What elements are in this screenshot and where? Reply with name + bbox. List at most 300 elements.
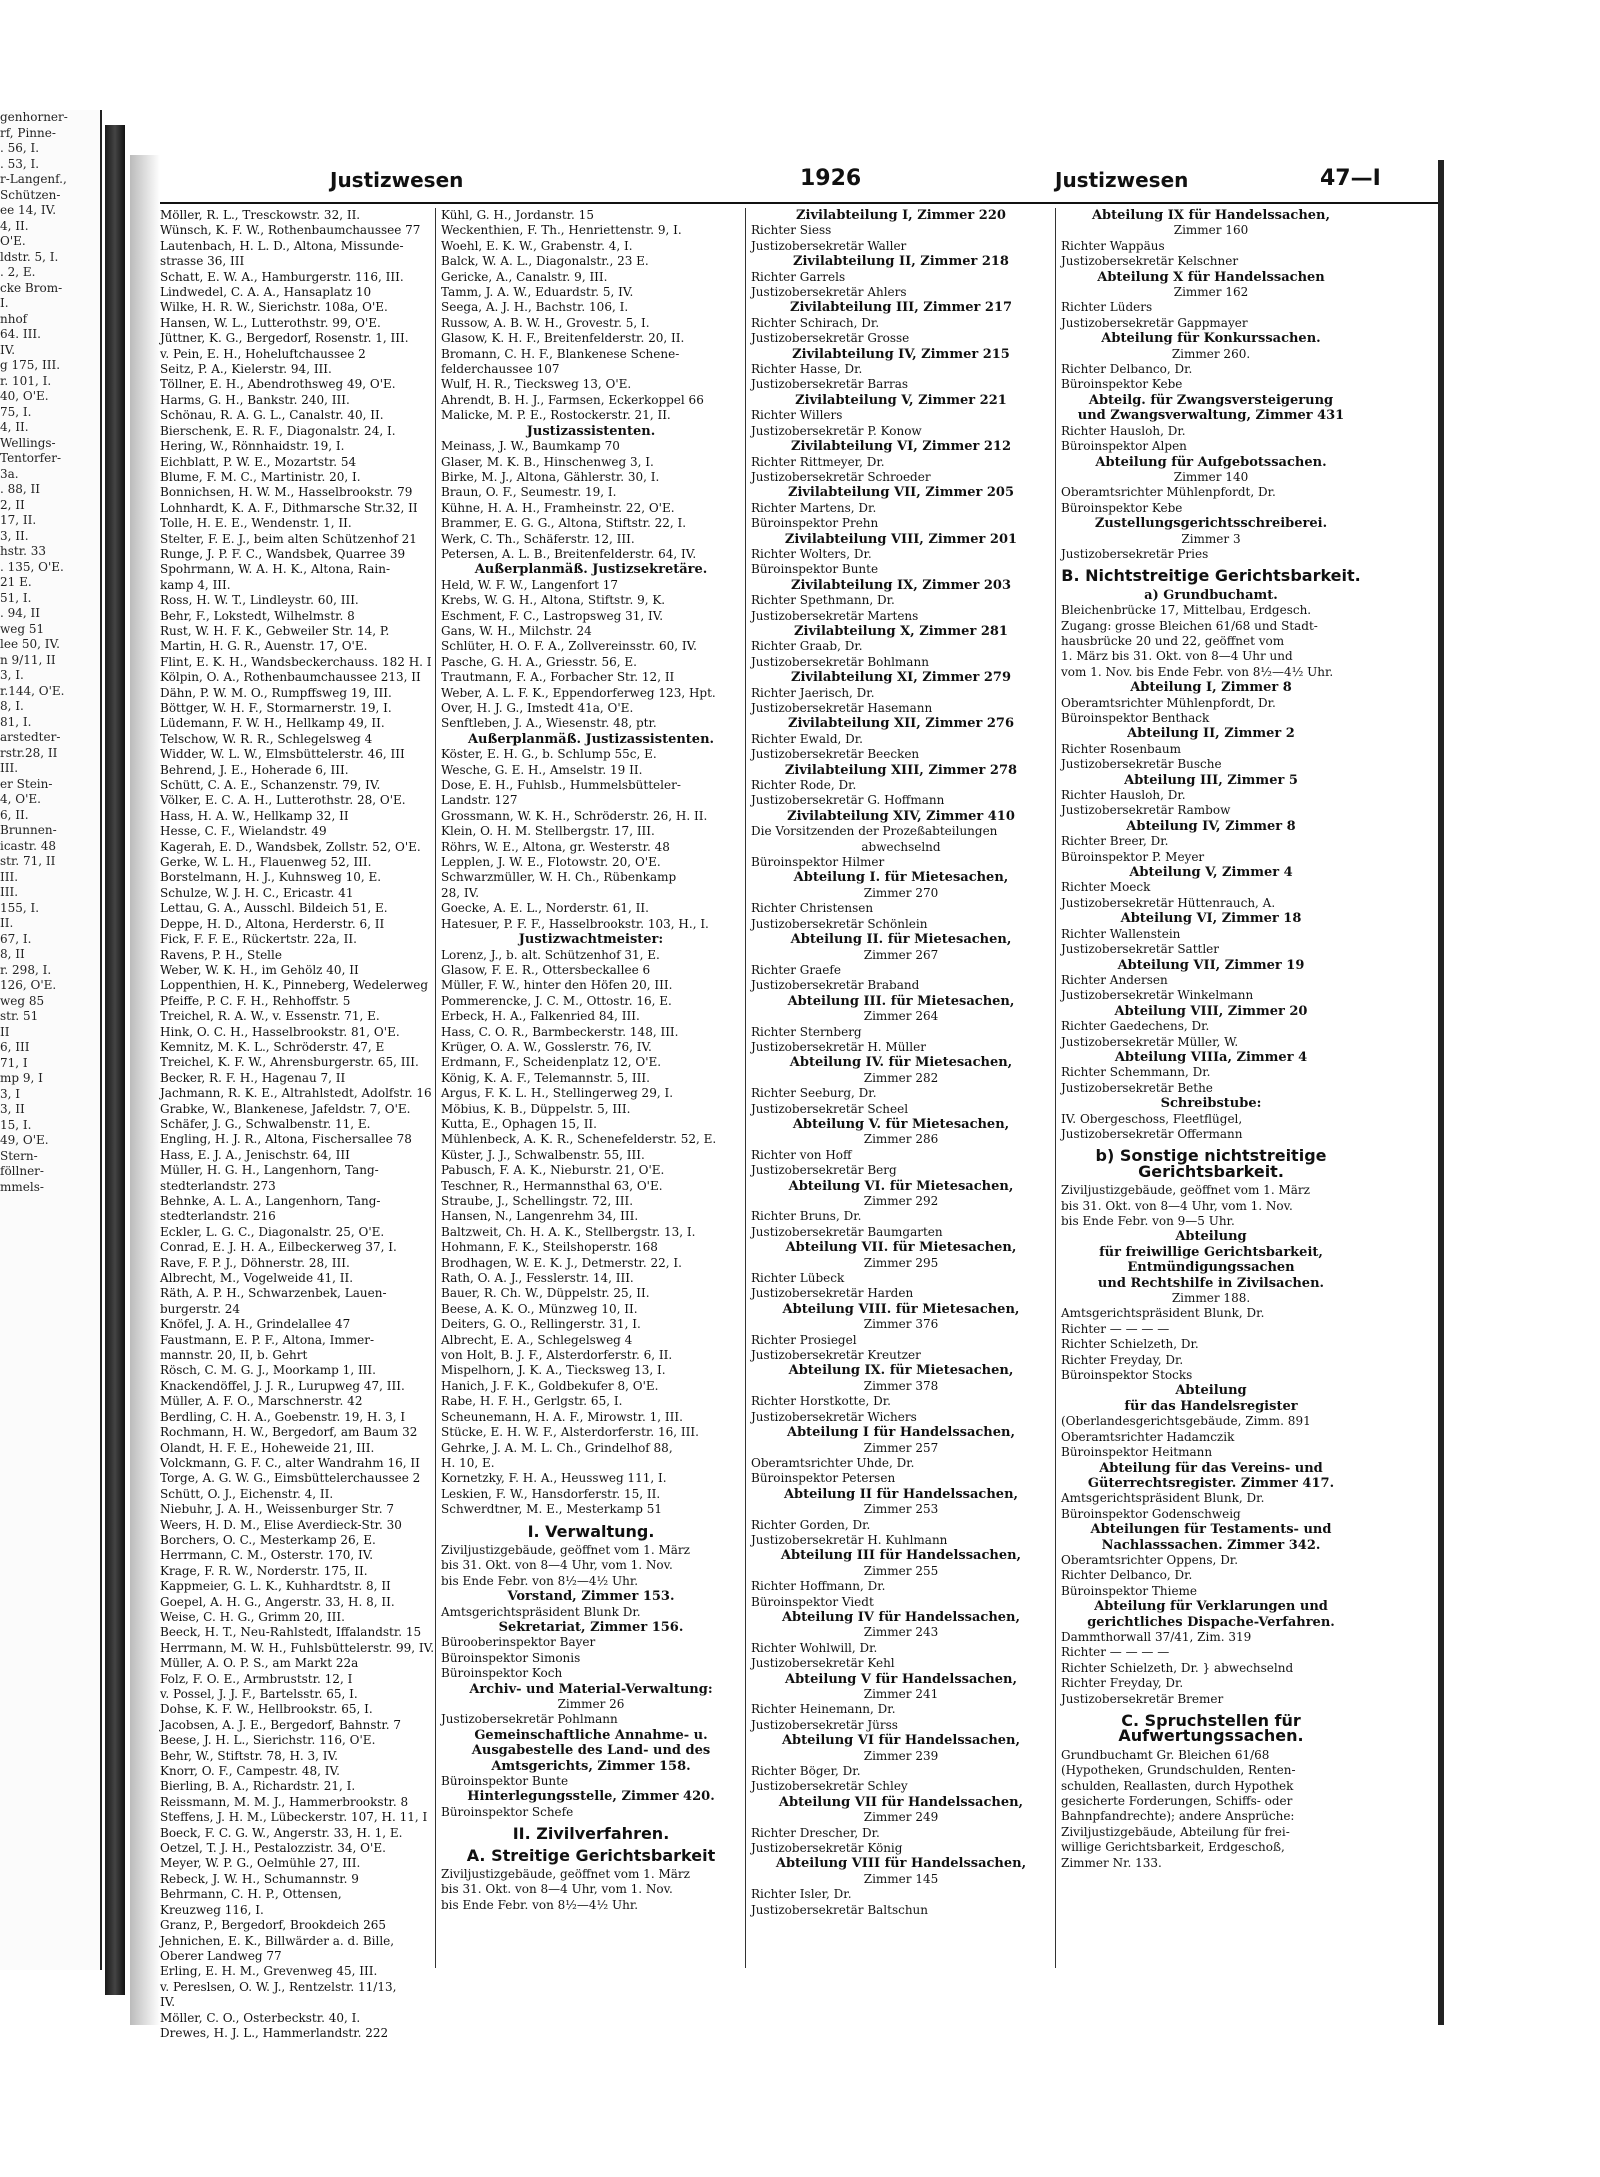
gutter-fragment: 75, I. (0, 404, 32, 419)
directory-entry: Pabusch, F. A. K., Nieburstr. 21, O'E. (441, 1163, 665, 1178)
directory-entry: Amtsgerichtspräsident Blunk, Dr. (1061, 1491, 1265, 1506)
directory-entry: Justizobersekretär H. Kuhlmann (751, 1532, 948, 1547)
gutter-fragment: . 2, E. (0, 265, 36, 279)
directory-entry: Hink, O. C. H., Hasselbrookstr. 81, O'E. (160, 1024, 400, 1039)
gutter-fragment: n 9/11, II (0, 652, 56, 667)
directory-entry: Teschner, R., Hermannsthal 63, O'E. (441, 1178, 663, 1193)
directory-entry: Held, W. F. W., Langenfort 17 (441, 577, 619, 592)
directory-entry: Justizobersekretär Winkelmann (1061, 988, 1254, 1003)
section-heading: Justizassistenten. (526, 423, 656, 439)
section-heading: Abteilung III für Handelssachen, (780, 1548, 1022, 1564)
directory-entry: Erdmann, F., Scheidenplatz 12, O'E. (441, 1055, 662, 1070)
room-note: Zimmer 145 (863, 1871, 939, 1886)
section-heading: Abteilung I, Zimmer 8 (1130, 680, 1292, 696)
directory-entry: Justizobersekretär Kreutzer (751, 1348, 921, 1363)
room-note: Zimmer 162 (1173, 285, 1249, 300)
section-heading: Zivilabteilung IX, Zimmer 203 (791, 577, 1011, 593)
directory-entry: Richter Seeburg, Dr. (751, 1086, 877, 1101)
directory-entry: Trautmann, F. A., Forbacher Str. 12, II (441, 670, 675, 685)
directory-entry: Richter Rittmeyer, Dr. (751, 454, 885, 469)
directory-entry: Justizobersekretär Pries (1061, 546, 1209, 561)
column-4 (1055, 208, 1361, 1968)
section-heading: Abteilung V. für Mietesachen, (792, 1116, 1010, 1132)
directory-entry: IV. (160, 1995, 176, 2010)
section-heading: Zivilabteilung VII, Zimmer 205 (787, 485, 1015, 501)
room-note: Zimmer 378 (863, 1378, 939, 1393)
directory-entry: IV. Obergeschoss, Fleetflügel, (1061, 1111, 1243, 1126)
gutter-fragment: 67, I. (0, 931, 32, 946)
directory-entry: Kühne, H. A. H., Framheinstr. 22, O'E. (441, 500, 675, 515)
directory-entry: Justizobersekretär Waller (751, 238, 907, 253)
page-number: 47—I (1320, 166, 1381, 191)
directory-entry: Borchers, O. C., Mesterkamp 26, E. (160, 1532, 376, 1547)
directory-entry: Berdling, C. H. A., Goebenstr. 19, H. 3, I (160, 1409, 406, 1424)
directory-entry: Bonnichsen, H. W. M., Hasselbrookstr. 79 (160, 485, 413, 500)
room-note: Zimmer 255 (863, 1563, 939, 1578)
directory-entry: Justizobersekretär Rambow (1061, 803, 1231, 818)
directory-entry: Büroinspektor Kebe (1061, 377, 1183, 392)
gutter-fragment: Schützen- (0, 187, 61, 202)
directory-entry: Ziviljustizgebäude, geöffnet vom 1. März (441, 1542, 690, 1557)
directory-entry: Büroinspektor Simonis (441, 1650, 581, 1665)
directory-entry: Faustmann, E. P. F., Altona, Immer- (160, 1332, 375, 1347)
gutter-fragment: 3a. (0, 466, 19, 481)
directory-entry: Widder, W. L. W., Elmsbüttelerstr. 46, III (160, 747, 405, 762)
section-heading: Abteilung für Verklarungen und (1094, 1599, 1328, 1615)
directory-entry: Pommerencke, J. C. M., Ottostr. 16, E. (441, 993, 672, 1008)
directory-entry: Petersen, A. L. B., Breitenfelderstr. 64, IV. (441, 546, 697, 561)
directory-entry: Senftleben, J. A., Wiesenstr. 48, ptr. (441, 716, 657, 731)
directory-entry: Fick, F. F. E., Rückertstr. 22a, II. (160, 932, 357, 947)
section-heading: I. Verwaltung. (527, 1521, 655, 1541)
directory-entry: Lohnhardt, K. A. F., Dithmarsche Str.32, II (160, 500, 418, 515)
directory-entry: kamp 4, III. (160, 577, 231, 592)
directory-entry: Werk, C. Th., Schäferstr. 12, III. (441, 531, 635, 546)
directory-entry: strasse 36, III (160, 254, 245, 269)
directory-entry: Dammthorwall 37/41, Zim. 319 (1061, 1629, 1252, 1644)
directory-entry: von Holt, B. J. F., Alsterdorferstr. 6, II. (441, 1348, 673, 1363)
directory-entry: Schlüter, H. O. F. A., Zollvereinsstr. 60, IV. (441, 639, 697, 654)
gutter-fragment: r.144, O'E. (0, 683, 65, 698)
section-heading: Abteilung VII, Zimmer 19 (1117, 957, 1305, 973)
room-note: Zimmer 249 (863, 1810, 939, 1825)
directory-entry: Richter Böger, Dr. (751, 1764, 861, 1779)
directory-entry: Richter — — — — (1061, 1645, 1170, 1660)
directory-entry: Stelter, F. E. J., beim alten Schützenhof 21 (160, 531, 417, 546)
directory-entry: Richter Delbanco, Dr. (1061, 1568, 1193, 1583)
section-heading: Abteilung I. für Mietesachen, (793, 870, 1009, 886)
section-heading: Zivilabteilung VI, Zimmer 212 (791, 439, 1011, 455)
directory-entry: Justizobersekretär Braband (751, 978, 920, 993)
directory-entry: Hansen, N., Langenrehm 34, III. (441, 1209, 639, 1224)
gutter-fragment: rf, Pinne- (0, 125, 56, 140)
directory-entry: Müller, A. O. P. S., am Markt 22a (160, 1656, 359, 1671)
directory-entry: Olandt, H. F. E., Hoheweide 21, III. (160, 1440, 375, 1455)
directory-entry: Conrad, E. J. H. A., Eilbeckerweg 37, I. (160, 1240, 397, 1255)
directory-entry: Richter Hausloh, Dr. (1061, 788, 1186, 803)
directory-entry: Völker, E. C. A. H., Lutterothstr. 28, O'E. (160, 793, 406, 808)
section-heading: Abteilung I für Handelssachen, (786, 1425, 1015, 1441)
section-heading: Abteilung X für Handelssachen (1097, 269, 1325, 285)
directory-entry: Bauer, R. Ch. W., Düppelstr. 25, II. (441, 1286, 650, 1301)
directory-entry: Treichel, R. A. W., v. Essenstr. 71, E. (160, 1009, 380, 1024)
gutter-fragment: ee 14, IV. (0, 203, 57, 217)
directory-entry: Lautenbach, H. L. D., Altona, Missunde- (160, 238, 404, 253)
directory-entry: Erbeck, H. A., Falkenried 84, III. (441, 1009, 640, 1024)
room-note: Zimmer 282 (863, 1070, 939, 1085)
section-heading: Abteilung II. für Mietesachen, (790, 932, 1012, 948)
directory-entry: Oberamtsrichter Uhde, Dr. (751, 1455, 915, 1470)
directory-entry: Russow, A. B. W. H., Grovestr. 5, I. (441, 315, 650, 330)
directory-entry: Hansen, W. L., Lutterothstr. 99, O'E. (160, 315, 381, 330)
room-note: Zimmer 286 (863, 1132, 939, 1147)
directory-entry: Justizobersekretär Baltschun (751, 1902, 929, 1917)
directory-entry: Boeck, F. C. G. W., Angerstr. 33, H. 1, E. (160, 1825, 403, 1840)
directory-entry: Justizobersekretär Schley (751, 1779, 908, 1794)
gutter-fragment: 3, II. (0, 528, 29, 543)
section-heading: Abteilung für Aufgebotssachen. (1095, 454, 1327, 470)
gutter-fragment: 8, II (0, 947, 25, 961)
directory-entry: Justizobersekretär Berg (751, 1163, 897, 1178)
room-note: Zimmer 264 (863, 1009, 939, 1024)
directory-entry: Hatesuer, P. F. F., Hasselbrookstr. 103, H., I. (441, 916, 709, 931)
directory-entry: Lepplen, J. W. E., Flotowstr. 20, O'E. (441, 855, 661, 870)
room-note: Zimmer 239 (863, 1748, 939, 1763)
section-heading: Abteilung VIIIa, Zimmer 4 (1114, 1049, 1308, 1065)
column-3 (745, 208, 1051, 1968)
gutter-fragment: 155, I. (0, 900, 40, 915)
gutter-fragment: 8, I. (0, 699, 24, 713)
directory-entry: Richter Schirach, Dr. (751, 315, 880, 330)
directory-entry: Oberamtsrichter Hadamczik (1061, 1429, 1235, 1444)
directory-entry: Richter Drescher, Dr. (751, 1825, 880, 1840)
directory-entry: Wesche, G. E. H., Amselstr. 19 II. (441, 762, 643, 777)
directory-entry: Justizobersekretär Kehl (751, 1656, 895, 1671)
directory-entry: Behr, W., Stiftstr. 78, H. 3, IV. (160, 1748, 338, 1763)
directory-entry: Krebs, W. G. H., Altona, Stiftstr. 9, K. (441, 593, 666, 608)
directory-entry: Richter Lübeck (751, 1271, 845, 1286)
directory-entry: Herrmann, C. M., Osterstr. 170, IV. (160, 1548, 374, 1563)
gutter-fragment: Brunnen- (0, 823, 57, 837)
directory-entry: Seitz, P. A., Kielerstr. 94, III. (160, 362, 332, 377)
directory-entry: Wulf, H. R., Tiecksweg 13, O'E. (441, 377, 632, 392)
gutter-fragment: g 175, III. (0, 358, 61, 372)
directory-entry: Justizobersekretär P. Konow (751, 423, 922, 438)
section-heading: Abteilung (1175, 1229, 1247, 1245)
gutter-fragment: nhof (0, 311, 28, 326)
gutter-fragment: arstedter- (0, 730, 61, 744)
directory-entry: Dähn, P. W. M. O., Rumpffsweg 19, III. (160, 685, 392, 700)
section-heading: Vorstand, Zimmer 153. (507, 1589, 675, 1605)
gutter-fragment: . 94, II (0, 606, 41, 620)
directory-entry: Meyer, W. P. G., Oelmühle 27, III. (160, 1856, 361, 1871)
gutter-fragment: 40, O'E. (0, 389, 49, 403)
directory-entry: Knöfel, J. A. H., Grindelallee 47 (160, 1317, 351, 1332)
directory-entry: Amtsgerichtspräsident Blunk, Dr. (1061, 1306, 1265, 1321)
directory-entry: Richter Lüders (1061, 300, 1153, 315)
directory-entry: Büroinspektor Thieme (1061, 1583, 1198, 1598)
directory-entry: Drewes, H. J. L., Hammerlandstr. 222 (160, 2025, 389, 2040)
directory-entry: Tolle, H. E. E., Wendenstr. 1, II. (160, 516, 352, 531)
directory-entry: Telschow, W. R. R., Schlegelsweg 4 (160, 731, 373, 746)
directory-entry: Justizobersekretär Busche (1061, 757, 1222, 772)
directory-entry: Gericke, A., Canalstr. 9, III. (441, 269, 608, 284)
directory-entry: Birke, M. J., Altona, Gählerstr. 30, I. (441, 469, 660, 484)
column-2 (435, 208, 741, 1968)
directory-entry: Eichblatt, P. W. E., Mozartstr. 54 (160, 454, 357, 469)
directory-entry: Rabe, H. F. H., Gerlgstr. 65, I. (441, 1394, 623, 1409)
section-heading: Abteilung VIII für Handelssachen, (775, 1856, 1027, 1872)
directory-entry: Ross, H. W. T., Lindleystr. 60, III. (160, 593, 359, 608)
directory-entry: Justizobersekretär Bohlmann (751, 654, 929, 669)
directory-entry: Richter Hasse, Dr. (751, 362, 863, 377)
room-note: Zimmer 188. (1171, 1291, 1251, 1306)
directory-entry: Ravens, P. H., Stelle (160, 947, 282, 962)
directory-entry: Dose, E. H., Fuhlsb., Hummelsbütteler- (441, 778, 681, 793)
directory-entry: Richter Wolters, Dr. (751, 546, 872, 561)
section-heading: Zivilabteilung III, Zimmer 217 (789, 300, 1013, 316)
section-heading: Zivilabteilung VIII, Zimmer 201 (784, 531, 1018, 547)
section-heading: B. Nichtstreitige Gerichtsbarkeit. (1061, 566, 1361, 586)
directory-entry: Oberer Landweg 77 (160, 1948, 282, 1963)
gutter-fragment: 81, I. (0, 714, 32, 729)
gutter-fragment: er Stein- (0, 776, 53, 791)
directory-entry: Scheunemann, H. A. F., Mirowstr. 1, III. (441, 1409, 683, 1424)
directory-entry: felderchaussee 107 (441, 362, 560, 377)
gutter-fragment: 49, O'E. (0, 1133, 49, 1147)
directory-entry: Büroinspektor Hilmer (751, 855, 885, 870)
directory-entry: Schulze, W. J. H. C., Ericastr. 41 (160, 885, 354, 900)
room-note: Zimmer 160 (1173, 223, 1249, 238)
directory-entry: stedterlandstr. 216 (160, 1209, 276, 1224)
section-heading: Zustellungsgerichtsschreiberei. (1094, 516, 1328, 532)
directory-entry: Pasche, G. H. A., Griesstr. 56, E. (441, 654, 637, 669)
directory-entry: Becker, R. F. H., Hagenau 7, II (160, 1070, 346, 1085)
directory-entry: Büroinspektor Koch (441, 1666, 563, 1681)
room-note: Zimmer 3 (1181, 531, 1241, 546)
directory-entry: Justizobersekretär Harden (751, 1286, 914, 1301)
directory-entry: Leskien, F. W., Hansdorferstr. 15, II. (441, 1486, 661, 1501)
section-heading: Zivilabteilung XII, Zimmer 276 (787, 716, 1015, 732)
room-note: Zimmer 267 (863, 947, 939, 962)
gutter-fragment: 6, II. (0, 807, 29, 822)
directory-entry: Wünsch, K. F. W., Rothenbaumchaussee 77 (160, 223, 421, 238)
directory-entry: Zimmer Nr. 133. (1061, 1855, 1162, 1870)
directory-entry: Kölpin, O. A., Rothenbaumchaussee 213, II (160, 670, 421, 685)
directory-entry: hausbrücke 20 und 22, geöffnet vom (1061, 633, 1285, 648)
directory-entry: Reissmann, M. M. J., Hammerbrookstr. 8 (160, 1794, 409, 1809)
directory-entry: Justizobersekretär Schönlein (751, 916, 928, 931)
gutter-fragment: 3, I. (0, 668, 24, 682)
directory-entry: Meinass, J. W., Baumkamp 70 (441, 439, 620, 454)
directory-entry: Richter Andersen (1061, 972, 1168, 987)
directory-entry: Rust, W. H. F. K., Gebweiler Str. 14, P. (160, 623, 390, 638)
directory-entry: Kühl, G. H., Jordanstr. 15 (441, 208, 594, 222)
directory-entry: Runge, J. P. F. C., Wandsbek, Quarree 39 (160, 546, 406, 561)
room-note: Zimmer 253 (863, 1502, 939, 1517)
directory-entry: Grundbuchamt Gr. Bleichen 61/68 (1061, 1747, 1270, 1762)
gutter-fragment: Stern- (0, 1148, 38, 1163)
directory-entry: Weckenthien, F. Th., Henriettenstr. 9, I. (441, 223, 682, 238)
directory-entry: Goecke, A. E. L., Norderstr. 61, II. (441, 901, 649, 916)
directory-entry: Justizobersekretär G. Hoffmann (751, 793, 945, 808)
room-note: Zimmer 243 (863, 1625, 939, 1640)
section-heading: Abteilung II, Zimmer 2 (1127, 726, 1295, 742)
gutter-fragment: str. 51 (0, 1009, 39, 1023)
directory-entry: Richter Isler, Dr. (751, 1887, 852, 1902)
section-heading: Abteilung für das Vereins- und (1099, 1460, 1323, 1476)
directory-entry: Erling, E. H. M., Grevenweg 45, III. (160, 1964, 378, 1979)
section-heading: Archiv- und Material-Verwaltung: (469, 1681, 713, 1697)
directory-entry: Jachmann, R. K. E., Altrahlstedt, Adolfstr. 16 (160, 1086, 432, 1101)
directory-entry: Ziviljustizgebäude, geöffnet vom 1. März (441, 1867, 690, 1882)
directory-entry: Justizobersekretär Grosse (751, 331, 910, 346)
directory-entry: Richter Willers (751, 408, 843, 423)
gutter-fragment: 126, O'E. (0, 978, 57, 992)
directory-entry: Richter Rode, Dr. (751, 778, 857, 793)
directory-entry: Richter Moeck (1061, 880, 1151, 895)
section-heading: Abteilung III. für Mietesachen, (787, 993, 1015, 1009)
directory-entry: Over, H. J. G., Imstedt 41a, O'E. (441, 701, 634, 715)
section-heading: gerichtliches Dispache-Verfahren. (1087, 1614, 1335, 1630)
directory-entry: Mispelhorn, J. K. A., Tiecksweg 13, I. (441, 1363, 666, 1378)
section-heading: Abteilung für Konkurssachen. (1101, 331, 1321, 347)
gutter-fragment: 3, II (0, 1102, 25, 1116)
directory-entry: Büroinspektor P. Meyer (1061, 849, 1205, 864)
directory-entry: Justizobersekretär Bremer (1061, 1691, 1224, 1706)
section-heading: Zivilabteilung IV, Zimmer 215 (792, 346, 1010, 362)
section-heading: Ausgabestelle des Land- und des (471, 1743, 711, 1759)
room-note: Zimmer 260. (1171, 346, 1251, 361)
directory-entry: Justizobersekretär Barras (751, 377, 909, 392)
section-heading: Justizwachtmeister: (518, 932, 664, 948)
header-year: 1926 (800, 166, 862, 191)
directory-entry: bis 31. Okt. von 8—4 Uhr, vom 1. Nov. (1061, 1198, 1293, 1213)
section-heading: Abteilung VII. für Mietesachen, (785, 1240, 1017, 1256)
directory-entry: Lindwedel, C. A. A., Hansaplatz 10 (160, 285, 372, 300)
section-heading: Abteilung VI. für Mietesachen, (788, 1178, 1014, 1194)
directory-entry: Schütt, O. J., Eichenstr. 4, II. (160, 1486, 334, 1501)
directory-entry: Richter Prosiegel (751, 1332, 857, 1347)
directory-entry: Amtsgerichtspräsident Blunk Dr. (441, 1604, 641, 1619)
section-heading: Abteilung V für Handelssachen, (784, 1671, 1017, 1687)
directory-entry: Richter Wohlwill, Dr. (751, 1640, 878, 1655)
directory-entry: Albrecht, M., Vogelweide 41, II. (160, 1271, 354, 1286)
directory-entry: Oetzel, T. J. H., Pestalozzistr. 34, O'E. (160, 1841, 386, 1856)
gutter-fragment: Tentorfer- (0, 451, 62, 465)
section-heading: Außerplanmäß. Justizsekretäre. (474, 562, 708, 578)
gutter-fragment: 4, II. (0, 420, 29, 434)
directory-entry: Büroinspektor Petersen (751, 1471, 896, 1486)
directory-entry: Seega, A. J. H., Bachstr. 106, I. (441, 300, 629, 315)
directory-entry: Richter Schemmann, Dr. (1061, 1065, 1211, 1080)
directory-entry: Richter Freyday, Dr. (1061, 1676, 1184, 1691)
directory-entry: Granz, P., Bergedorf, Brookdeich 265 (160, 1918, 387, 1933)
directory-entry: Justizobersekretär Wichers (751, 1409, 917, 1424)
gutter-fragment: ldstr. 5, I. (0, 249, 59, 264)
directory-entry: Richter von Hoff (751, 1147, 852, 1162)
section-heading: Amtsgerichts, Zimmer 158. (491, 1758, 691, 1774)
gutter-fragment: cke Brom- (0, 280, 63, 295)
directory-entry: Justizobersekretär Bethe (1061, 1080, 1213, 1095)
room-note: Zimmer 140 (1173, 469, 1249, 484)
directory-entry: v. Pereslsen, O. W. J., Rentzelstr. 11/13, (160, 1979, 397, 1994)
directory-entry: Richter Hausloh, Dr. (1061, 423, 1186, 438)
section-heading: Abteilung IX. für Mietesachen, (788, 1363, 1014, 1379)
section-heading: Nachlasssachen. Zimmer 342. (1101, 1537, 1321, 1553)
directory-entry: v. Possel, J. J. F., Bartelsstr. 65, I. (160, 1687, 358, 1701)
directory-entry: Justizobersekretär Scheel (751, 1101, 909, 1116)
directory-entry: Weers, H. D. M., Elise Averdieck-Str. 30 (160, 1517, 402, 1532)
directory-entry: Weise, C. H. G., Grimm 20, III. (160, 1609, 345, 1624)
directory-entry: Ahrendt, B. H. J., Farmsen, Eckerkoppel 66 (441, 392, 704, 407)
directory-entry: Behnke, A. L. A., Langenhorn, Tang- (160, 1194, 381, 1208)
directory-entry: bis Ende Febr. von 8½—4½ Uhr. (441, 1897, 639, 1912)
directory-entry: Richter Gaedechens, Dr. (1061, 1019, 1210, 1034)
gutter-fragment: . 53, I. (0, 156, 40, 171)
directory-entry: Mühlenbeck, A. K. R., Schenefelderstr. 52, E. (441, 1132, 717, 1147)
directory-entry: Schwarzmüller, W. H. Ch., Rübenkamp (441, 870, 677, 885)
page-edge (1438, 160, 1444, 2025)
directory-entry: Justizobersekretär Offermann (1061, 1126, 1243, 1141)
room-note: Zimmer 257 (863, 1440, 939, 1455)
page-header (160, 160, 1438, 204)
gutter-fragment: 2, II (0, 497, 25, 512)
section-heading: a) Grundbuchamt. (1144, 587, 1278, 603)
directory-entry: Richter Heinemann, Dr. (751, 1702, 896, 1717)
directory-entry: 28, IV. (441, 885, 480, 900)
section-heading: b) Sonstige nichtstreitige Gerichtsbarkeit. (1095, 1146, 1327, 1181)
directory-entry: Richter Hoffmann, Dr. (751, 1579, 886, 1594)
book-spine (105, 125, 125, 1995)
directory-entry: Grossmann, W. K. H., Schröderstr. 26, H. II. (441, 808, 708, 823)
directory-entry: Richter Siess (751, 223, 832, 238)
directory-entry: Lettau, G. A., Ausschl. Bildeich 51, E. (160, 901, 388, 916)
directory-entry: Büroinspektor Kebe (1061, 500, 1183, 515)
gutter-fragment: O'E. (0, 234, 26, 248)
directory-entry: Dohse, K. F. W., Hellbrookstr. 65, I. (160, 1702, 373, 1717)
directory-entry: Kappmeier, G. L. K., Kuhhardtstr. 8, II (160, 1579, 391, 1594)
directory-entry: stedterlandstr. 273 (160, 1178, 276, 1193)
directory-entry: willige Gerichtsbarkeit, Erdgeschoß, (1061, 1840, 1285, 1855)
directory-entry: Büroinspektor Prehn (751, 516, 879, 531)
gutter-fragment: III. (0, 761, 19, 775)
gutter-fragment: str. 71, II (0, 854, 56, 868)
section-heading: Abteilung (1175, 1383, 1247, 1399)
section-heading: II. Zivilverfahren. (512, 1824, 670, 1844)
directory-entry: Kutta, E., Ophagen 15, II. (441, 1116, 597, 1131)
gutter-fragment: r. 298, I. (0, 962, 52, 977)
directory-entry: Bürooberinspektor Bayer (441, 1635, 596, 1650)
directory-entry: Blume, F. M. C., Martinistr. 20, I. (160, 469, 361, 484)
directory-entry: H. 10, E. (441, 1455, 495, 1470)
room-note: Zimmer 295 (863, 1255, 939, 1270)
section-heading: Abteilg. für Zwangsversteigerung (1088, 392, 1334, 408)
directory-entry: Deiters, G. O., Rellingerstr. 31, I. (441, 1317, 641, 1332)
gutter-fragment: weg 85 (0, 993, 45, 1008)
directory-entry: Steffens, J. H. M., Lübeckerstr. 107, H. 11, I (160, 1810, 428, 1825)
directory-entry: Ziviljustizgebäude, Abteilung für frei- (1061, 1824, 1290, 1839)
directory-entry: Jacobsen, A. J. E., Bergedorf, Bahnstr. 7 (160, 1717, 402, 1732)
section-heading: Sekretariat, Zimmer 156. (498, 1619, 684, 1635)
section-heading: C. Spruchstellen für Aufwertungssachen. (1118, 1711, 1304, 1746)
room-note: abwechselnd (861, 839, 941, 854)
directory-entry: Behrend, J. E., Hoherade 6, III. (160, 762, 349, 777)
directory-entry: Brammer, E. G. G., Altona, Stiftstr. 22, I. (441, 516, 687, 531)
directory-entry: Justizobersekretär Pohlmann (441, 1712, 618, 1727)
directory-entry: Weber, W. K. H., im Gehölz 40, II (160, 962, 359, 977)
directory-entry: Bleichenbrücke 17, Mittelbau, Erdgesch. (1061, 603, 1312, 618)
